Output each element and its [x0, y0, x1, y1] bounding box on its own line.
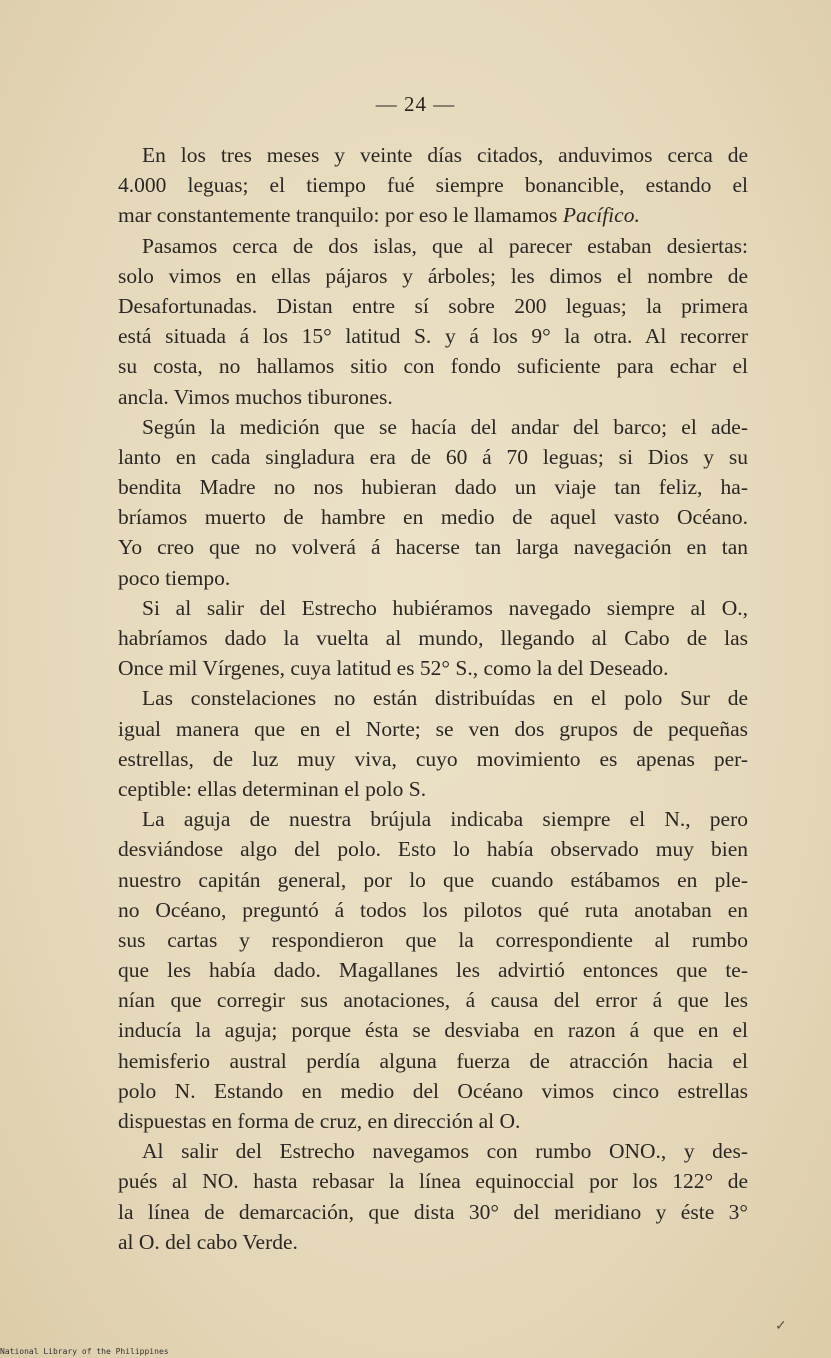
text-line: Once mil Vírgenes, cuya latitud es 52° S., como la del Deseado. — [118, 656, 669, 681]
text-line: La aguja de nuestra brújula indicaba siempre el N., pero — [142, 807, 748, 832]
text-line: igual manera que en el Norte; se ven dos grupos de pequeñas — [118, 716, 748, 741]
paper-speck: ✓ — [775, 1319, 787, 1334]
text-line: Yo creo que no volverá á hacerse tan larga navegación en tan — [118, 535, 748, 560]
text-line: 4.000 leguas; el tiempo fué siempre bonancible, estando el — [118, 173, 748, 198]
text-line: Al salir del Estrecho navegamos con rumbo ONO., y des- — [142, 1139, 748, 1164]
text-line: lanto en cada singladura era de 60 á 70 leguas; si Dios y su — [118, 444, 748, 469]
text-line: está situada á los 15° latitud S. y á los 9° la otra. Al recorrer — [118, 324, 748, 349]
text-line: su costa, no hallamos sitio con fondo suficiente para echar el — [118, 354, 748, 379]
text-line: nuestro capitán general, por lo que cuando estábamos en ple- — [118, 867, 748, 892]
text-line: al O. del cabo Verde. — [118, 1229, 298, 1254]
library-credit: National Library of the Philippines — [0, 1347, 169, 1356]
text-line: solo vimos en ellas pájaros y árboles; les dimos el nombre de — [118, 263, 748, 288]
text-line: bríamos muerto de hambre en medio de aquel vasto Océano. — [118, 505, 748, 530]
text-line: nían que corregir sus anotaciones, á causa del error á que les — [118, 988, 748, 1013]
text-line: estrellas, de luz muy viva, cuyo movimiento es apenas per- — [118, 746, 748, 771]
text-line: hemisferio austral perdía alguna fuerza de atracción hacia el — [118, 1048, 748, 1073]
text-line: la línea de demarcación, que dista 30° del meridiano y éste 3° — [118, 1199, 748, 1224]
text-line: Desafortunadas. Distan entre sí sobre 200 leguas; la primera — [118, 293, 748, 318]
italic-word: Pacífico. — [562, 203, 640, 228]
text-line: ceptible: ellas determinan el polo S. — [118, 776, 427, 801]
text-line: no Océano, preguntó á todos los pilotos qué ruta anotaban en — [118, 897, 748, 922]
text-line: habríamos dado la vuelta al mundo, llegando al Cabo de las — [118, 626, 748, 650]
text-line: Pasamos cerca de dos islas, que al parecer estaban desiertas: — [142, 233, 748, 258]
body-text — [118, 140, 748, 1257]
text-line: mar constantemente tranquilo: por eso le llamamos Pacífico. — [118, 203, 640, 228]
text-line: Según la medición que se hacía del andar del barco; el ade- — [142, 414, 748, 439]
text-line: desviándose algo del polo. Esto lo había observado muy bien — [118, 837, 748, 862]
text-line: Las constelaciones no están distribuídas en el polo Sur de — [142, 686, 748, 711]
text-line: pués al NO. hasta rebasar la línea equinoccial por los 122° de — [118, 1169, 748, 1194]
page-number: — 24 — — [375, 92, 456, 116]
text-line: sus cartas y respondieron que la correspondiente al rumbo — [118, 927, 748, 952]
text-line: polo N. Estando en medio del Océano vimos cinco estrellas — [118, 1078, 748, 1103]
text-line: Si al salir del Estrecho hubiéramos navegado siempre al O., — [142, 595, 748, 620]
text-line: ancla. Vimos muchos tiburones. — [118, 384, 393, 409]
text-line: inducía la aguja; porque ésta se desviaba en razon á que en el — [118, 1018, 748, 1043]
text-line: poco tiempo. — [118, 565, 231, 590]
text-line: En los tres meses y veinte días citados, anduvimos cerca de — [142, 143, 748, 167]
text-line: dispuestas en forma de cruz, en dirección al O. — [118, 1109, 521, 1133]
text-line: bendita Madre no nos hubieran dado un viaje tan feliz, ha- — [118, 475, 748, 500]
text-line: que les había dado. Magallanes les advirtió entonces que te- — [118, 958, 748, 983]
